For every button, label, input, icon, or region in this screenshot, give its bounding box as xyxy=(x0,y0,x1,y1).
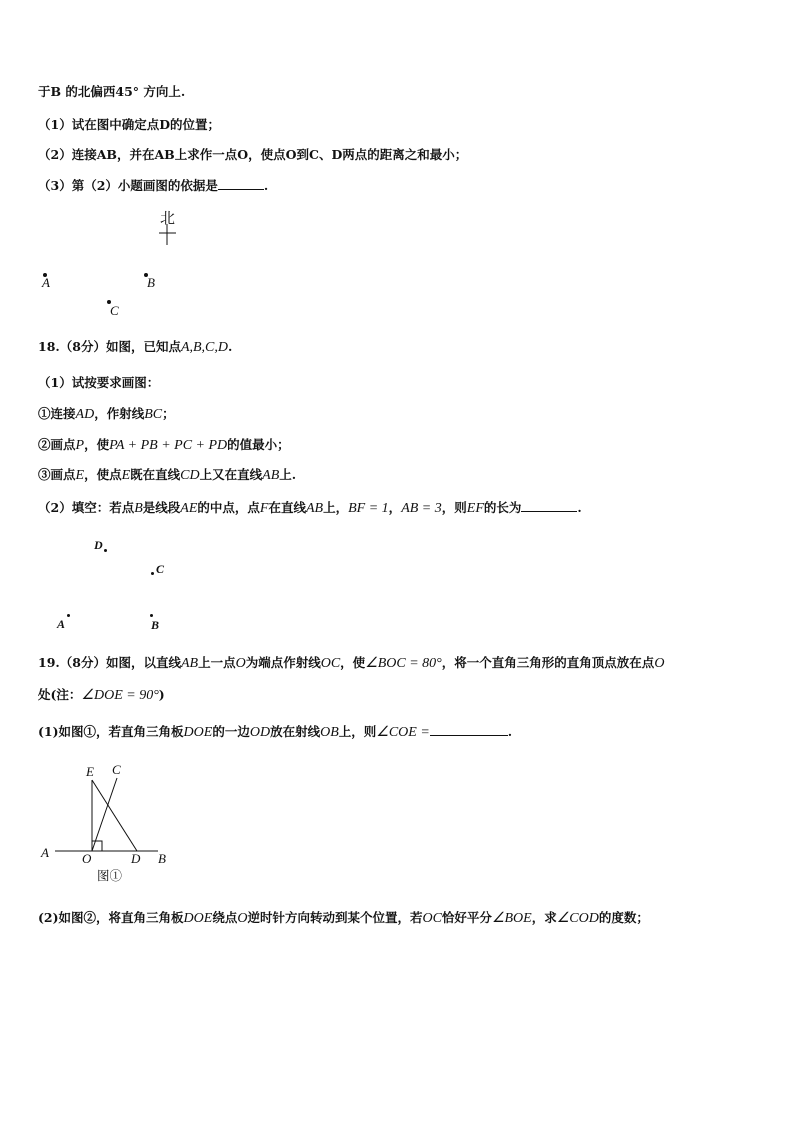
f3: 是线段 xyxy=(142,500,181,515)
s3i: 上. xyxy=(279,467,297,482)
fig3-c-label: C xyxy=(112,762,121,777)
p2d: O xyxy=(237,911,248,926)
f2: B xyxy=(134,501,143,516)
p1d: OD xyxy=(249,725,271,740)
s2e: 的值最小； xyxy=(227,437,290,452)
s1b: AD xyxy=(75,407,95,422)
q18-points: A,B,C,D xyxy=(180,340,229,355)
h3: 上一点 xyxy=(198,655,236,670)
n1: 处(注： xyxy=(38,687,82,702)
s3h: AB xyxy=(262,468,280,483)
h4: O xyxy=(235,656,246,671)
p2f: OC xyxy=(422,911,442,926)
s2b: P xyxy=(75,438,85,453)
point-a-label: A xyxy=(42,275,50,290)
p2c: 绕点 xyxy=(212,910,238,925)
fig3-e-label: E xyxy=(86,764,94,779)
p2k: 的度数； xyxy=(598,910,649,925)
s3d: E xyxy=(121,468,131,483)
s2c: ，使 xyxy=(84,437,110,452)
line-l3: （2）连接AB，并在AB上求作一点O，使点O到C、D两点的距离之和最小； xyxy=(38,147,468,162)
line-l4-text: （3）第（2）小题画图的依据是 xyxy=(38,178,218,193)
h2: AB xyxy=(180,656,199,671)
p2g: 恰好平分 xyxy=(441,910,492,925)
h5: 为端点作射线 xyxy=(245,655,321,670)
p1b: DOE xyxy=(183,725,213,740)
s3e: 既在直线 xyxy=(130,467,181,482)
f12: AB = 3 xyxy=(401,501,442,516)
p2a: (2)如图②，将直角三角板 xyxy=(38,910,184,925)
h1: 19.（8分）如图，以直线 xyxy=(38,655,181,670)
h10: O xyxy=(654,656,665,671)
p1h: ∠COE = xyxy=(376,725,430,740)
f11: ， xyxy=(388,500,402,515)
q18-part1: （1）试按要求画图： xyxy=(38,375,160,390)
point-c-label: C xyxy=(110,303,119,318)
line-l4-end: . xyxy=(263,178,269,193)
fig3-a-label: A xyxy=(41,845,49,860)
north-label: 北 xyxy=(160,211,176,227)
p2b: DOE xyxy=(183,911,213,926)
h6: OC xyxy=(320,656,341,671)
f9: 上， xyxy=(323,500,349,515)
q18-head-end: . xyxy=(228,339,233,354)
s3b: E xyxy=(75,468,85,483)
point-b-label: B xyxy=(147,275,155,290)
p1c: 的一边 xyxy=(212,724,250,739)
s1c: ，作射线 xyxy=(94,406,145,421)
f15: 的长为 xyxy=(483,500,522,515)
n3: ) xyxy=(158,687,165,702)
f10: BF = 1 xyxy=(348,501,389,516)
fig3-d-label: D xyxy=(131,851,141,866)
fig3-b-label: B xyxy=(158,851,166,866)
p1e: 放在射线 xyxy=(270,724,321,739)
h9: ，将一个直角三角形的直角顶点放在点 xyxy=(441,655,655,670)
s1e: ； xyxy=(162,406,175,421)
f5: 的中点，点 xyxy=(197,500,260,515)
p2i: ，求 xyxy=(531,910,557,925)
s1d: BC xyxy=(144,407,163,422)
p1i: . xyxy=(507,724,513,739)
s3c: ，使点 xyxy=(84,467,122,482)
n2: ∠DOE = 90° xyxy=(81,688,159,703)
f1: （2）填空：若点 xyxy=(38,500,135,515)
fig3-caption: 图① xyxy=(97,869,123,883)
s3f: CD xyxy=(180,468,200,483)
fig2-a-label: A xyxy=(57,617,66,631)
p1a: (1)如图①，若直角三角板 xyxy=(38,724,184,739)
line-l1: 于B 的北偏西45° 方向上. xyxy=(38,84,186,99)
p1f: OB xyxy=(320,725,339,740)
p1g: 上，则 xyxy=(338,724,377,739)
f16: . xyxy=(577,500,582,515)
fig2-c-label: C xyxy=(156,562,165,576)
h8: ∠BOC = 80° xyxy=(365,656,442,671)
fig2-d-label: D xyxy=(94,538,103,552)
p2j: ∠COD xyxy=(556,911,599,926)
f13: ，则 xyxy=(441,500,467,515)
q19-part2 xyxy=(38,910,649,927)
f7: 在直线 xyxy=(268,500,306,515)
line-l2: （1）试在图中确定点D的位置； xyxy=(38,117,221,132)
fig3-o-label: O xyxy=(82,851,92,866)
q18-head-text: 18.（8分）如图，已知点 xyxy=(38,339,181,354)
h7: ，使 xyxy=(340,655,366,670)
fig2-b-label: B xyxy=(151,618,160,632)
s3a: ③画点 xyxy=(38,467,76,482)
f6: F xyxy=(259,501,269,516)
p2e: 逆时针方向转动到某个位置，若 xyxy=(247,910,423,925)
f14: EF xyxy=(466,501,484,516)
s2a: ②画点 xyxy=(38,437,76,452)
f8: AB xyxy=(305,501,324,516)
s3g: 上又在直线 xyxy=(199,467,263,482)
s2d: PA + PB + PC + PD xyxy=(109,438,228,453)
s1a: ①连接 xyxy=(38,406,76,421)
f4: AE xyxy=(180,501,198,516)
p2h: ∠BOE xyxy=(491,911,532,926)
